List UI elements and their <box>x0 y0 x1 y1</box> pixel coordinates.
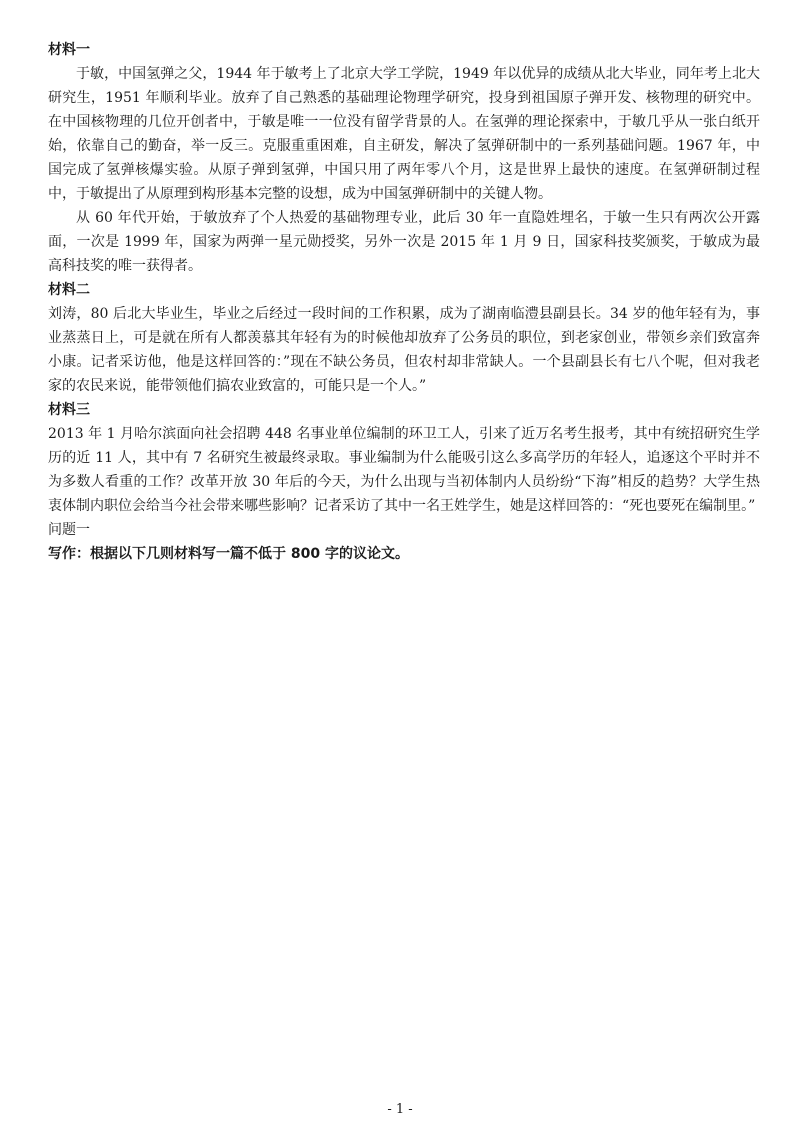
question-heading: 问题一 <box>48 522 90 538</box>
material-2-heading: 材料二 <box>48 282 90 298</box>
material-2-paragraph: 刘涛，80 后北大毕业生，毕业之后经过一段时间的工作积累，成为了湖南临澧县副县长。34 岁的他年轻有为，事业蒸蒸日上，可是就在所有人都羡慕其年轻有为的时候他却放弃了公务员的职位，到老家创业，带领乡亲们致富奔小康。记者采访他，他是这样回答的：”现在不缺公务员，但农村却非常缺人。一个县副县长有七八个呢，但对我老家的农民来说，能带领他们搞农业致富的，可能只是一个人。” <box>48 306 760 394</box>
material-3-heading: 材料三 <box>48 402 90 418</box>
material-1-paragraph-1: 于敏，中国氢弹之父，1944 年于敏考上了北京大学工学院，1949 年以优异的成绩从北大毕业，同年考上北大研究生，1951 年顺利毕业。放弃了自己熟悉的基础理论物理学研究，投身到祖国原子弹开发、核物理的研究中。在中国核物理的几位开创者中，于敏是唯一一位没有留学背景的人。在氢弹的理论探索中，于敏几乎从一张白纸开始，依靠自己的勤奋，举一反三。克服重重困难，自主研发，解决了氢弹研制中的一系列基础问题。1967 年，中国完成了氢弹核爆实验。从原子弹到氢弹，中国只用了两年零八个月，这是世界上最快的速度。在氢弹研制过程中，于敏提出了从原理到构形基本完整的设想，成为中国氢弹研制中的关键人物。 <box>48 66 760 202</box>
material-1-heading: 材料一 <box>48 42 90 58</box>
material-1-paragraph-2: 从 60 年代开始，于敏放弃了个人热爱的基础物理专业，此后 30 年一直隐姓埋名，于敏一生只有两次公开露面，一次是 1999 年，国家为两弹一星元勋授奖，另外一次是 2015 年 1 月 9 日，国家科技奖颁奖，于敏成为最高科技奖的唯一获得者。 <box>48 210 760 274</box>
page-number: - 1 - <box>387 1102 413 1117</box>
document-body <box>48 38 760 566</box>
material-3-paragraph: 2013 年 1 月哈尔滨面向社会招聘 448 名事业单位编制的环卫工人，引来了近万名考生报考，其中有统招研究生学历的近 11 人，其中有 7 名研究生被最终录取。事业编制为什么能吸引这么多高学历的年轻人，追逐这个平时并不为多数人看重的工作？改革开放 30 年后的今天，为什么出现与当初体制内人员纷纷“下海”相反的趋势？大学生热衷体制内职位会给当今社会带来哪些影响？记者采访了其中一名王姓学生，她是这样回答的：“死也要死在编制里。” <box>48 426 760 514</box>
question-prompt: 写作：根据以下几则材料写一篇不低于 800 字的议论文。 <box>48 546 409 562</box>
